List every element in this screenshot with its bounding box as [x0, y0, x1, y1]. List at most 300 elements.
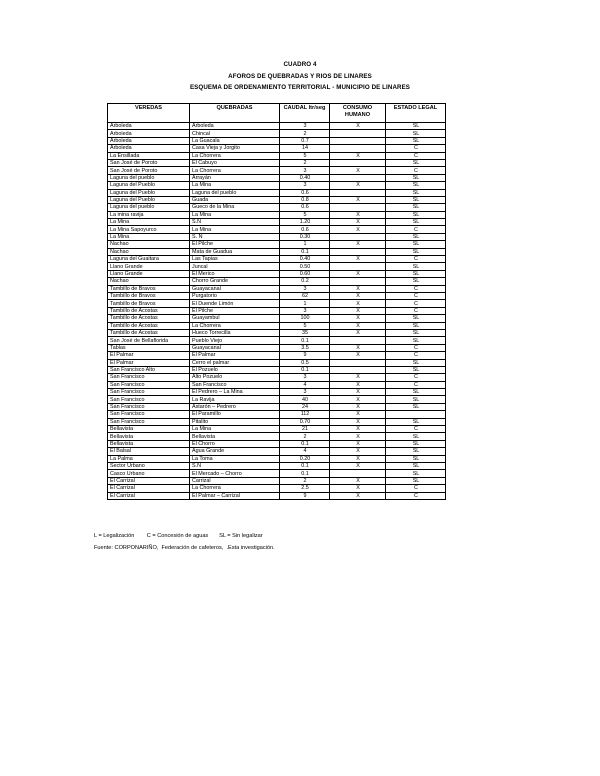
cell-caudal: 2.5: [280, 485, 330, 492]
cell-estado: SL: [386, 263, 446, 270]
cell-vereda: Bellavista: [108, 426, 190, 433]
cell-vereda: San Francisco: [108, 403, 190, 410]
cell-consumo: X: [330, 285, 386, 292]
cell-estado: SL: [386, 470, 446, 477]
table-row: [108, 322, 446, 329]
cell-quebrada: Arboleda: [190, 123, 280, 130]
cell-estado: C: [386, 285, 446, 292]
cell-consumo: X: [330, 270, 386, 277]
cell-caudal: 3: [280, 182, 330, 189]
table-row: [108, 270, 446, 277]
cell-estado: SL: [386, 329, 446, 336]
table-row: [108, 389, 446, 396]
cell-quebrada: Agua Grande: [190, 448, 280, 455]
table-row: [108, 196, 446, 203]
table-row: [108, 123, 446, 130]
table-row: [108, 307, 446, 314]
table-titles: [0, 59, 600, 94]
cell-quebrada: La Ravija: [190, 396, 280, 403]
cell-estado: SL: [386, 248, 446, 255]
cell-estado: C: [386, 426, 446, 433]
cell-caudal: 0.30: [280, 233, 330, 240]
cell-quebrada: El Pilche: [190, 241, 280, 248]
cell-consumo: X: [330, 241, 386, 248]
cell-quebrada: La Mina: [190, 211, 280, 218]
cell-caudal: 0.1: [280, 462, 330, 469]
cell-consumo: [330, 337, 386, 344]
table-row: [108, 381, 446, 388]
table-row: [108, 403, 446, 410]
table-row: [108, 426, 446, 433]
table-row: [108, 285, 446, 292]
cell-estado: SL: [386, 189, 446, 196]
cell-vereda: Tambillo de Acostas: [108, 329, 190, 336]
cell-quebrada: San Francisco: [190, 381, 280, 388]
cell-quebrada: Guayacanal: [190, 344, 280, 351]
cell-consumo: X: [330, 196, 386, 203]
cell-consumo: X: [330, 256, 386, 263]
table-row: [108, 344, 446, 351]
cell-consumo: [330, 137, 386, 144]
cell-vereda: El Carrizal: [108, 492, 190, 499]
source-note: Fuente: CORPONARIÑO, Federación de cafeteros, .Esta investigación.: [94, 545, 275, 551]
cell-caudal: 0.20: [280, 455, 330, 462]
cell-quebrada: Bellavista: [190, 433, 280, 440]
cell-estado: SL: [386, 137, 446, 144]
table-row: [108, 159, 446, 166]
table-row: [108, 137, 446, 144]
cell-quebrada: El Mercado – Chorro: [190, 470, 280, 477]
cell-consumo: [330, 145, 386, 152]
cell-quebrada: El Pedrero – La Mina: [190, 389, 280, 396]
table-row: [108, 292, 446, 299]
cell-consumo: [330, 204, 386, 211]
cell-estado: C: [386, 381, 446, 388]
table-row: [108, 241, 446, 248]
cell-quebrada: Carrizal: [190, 477, 280, 484]
cell-vereda: La Ensillada: [108, 152, 190, 159]
cell-vereda: San Francisco Alto: [108, 366, 190, 373]
cell-caudal: 0.7: [280, 137, 330, 144]
table-row: [108, 315, 446, 322]
cell-caudal: 3: [280, 307, 330, 314]
cell-quebrada: Casa Vieja y Jorgito: [190, 145, 280, 152]
cell-estado: SL: [386, 219, 446, 226]
cell-vereda: San Francisco: [108, 411, 190, 418]
cell-vereda: Nachao: [108, 248, 190, 255]
cell-caudal: 4: [280, 381, 330, 388]
table-row: [108, 485, 446, 492]
table-row: [108, 226, 446, 233]
cell-consumo: X: [330, 426, 386, 433]
cell-consumo: X: [330, 182, 386, 189]
cell-consumo: X: [330, 344, 386, 351]
table-row: [108, 278, 446, 285]
cell-vereda: La Mina Sapoyurco: [108, 226, 190, 233]
cell-quebrada: S.N: [190, 219, 280, 226]
cell-quebrada: S.N: [190, 462, 280, 469]
cell-estado: C: [386, 374, 446, 381]
cell-consumo: X: [330, 440, 386, 447]
cell-quebrada: El Pozuelo: [190, 366, 280, 373]
cell-caudal: 0.6: [280, 204, 330, 211]
cell-consumo: [330, 130, 386, 137]
cell-vereda: Laguna del Pueblo: [108, 182, 190, 189]
cell-estado: C: [386, 145, 446, 152]
cell-caudal: 0.50: [280, 263, 330, 270]
cell-estado: C: [386, 485, 446, 492]
cell-caudal: 100: [280, 315, 330, 322]
cell-caudal: 3.5: [280, 344, 330, 351]
cell-vereda: Llano Grande: [108, 263, 190, 270]
cell-estado: C: [386, 352, 446, 359]
cell-quebrada: Pitalito: [190, 418, 280, 425]
cell-vereda: La mina ravija: [108, 211, 190, 218]
cell-estado: SL: [386, 123, 446, 130]
table-row: [108, 374, 446, 381]
cell-caudal: 3: [280, 285, 330, 292]
cell-quebrada: La Chorrera: [190, 322, 280, 329]
cell-consumo: [330, 159, 386, 166]
cell-consumo: X: [330, 389, 386, 396]
cell-quebrada: Purgatorio: [190, 292, 280, 299]
table-row: [108, 263, 446, 270]
cell-caudal: 9: [280, 492, 330, 499]
cell-estado: SL: [386, 455, 446, 462]
cell-estado: C: [386, 300, 446, 307]
cell-estado: SL: [386, 359, 446, 366]
table-number: CUADRO 4: [283, 61, 317, 68]
cell-estado: SL: [386, 204, 446, 211]
cell-caudal: 0.1: [280, 366, 330, 373]
cell-caudal: 5: [280, 322, 330, 329]
cell-vereda: La Mina: [108, 219, 190, 226]
cell-quebrada: Alto Pozuelo: [190, 374, 280, 381]
table-row: [108, 477, 446, 484]
header-veredas: VEREDAS: [108, 104, 190, 123]
cell-vereda: Bellavista: [108, 440, 190, 447]
cell-quebrada: Laguna del pueblo: [190, 189, 280, 196]
cell-consumo: [330, 189, 386, 196]
cell-consumo: X: [330, 322, 386, 329]
legend: L = Legalización C = Concesión de aguas SL = Sin legalizar: [94, 533, 263, 539]
cell-quebrada: Pueblo Viejo: [190, 337, 280, 344]
cell-vereda: El Carrizal: [108, 477, 190, 484]
cell-consumo: X: [330, 477, 386, 484]
cell-consumo: X: [330, 219, 386, 226]
cell-quebrada: El Duende Limón: [190, 300, 280, 307]
cell-caudal: 5: [280, 152, 330, 159]
cell-vereda: San Francisco: [108, 389, 190, 396]
cell-estado: SL: [386, 270, 446, 277]
cell-caudal: 2: [280, 433, 330, 440]
cell-quebrada: El Chorro: [190, 440, 280, 447]
cell-estado: SL: [386, 315, 446, 322]
table-row: [108, 492, 446, 499]
cell-vereda: Llano Grande: [108, 270, 190, 277]
cell-vereda: Laguna del Guaitara: [108, 256, 190, 263]
cell-vereda: Bellavista: [108, 433, 190, 440]
cell-consumo: [330, 248, 386, 255]
table-row: [108, 211, 446, 218]
cell-vereda: San Francisco: [108, 381, 190, 388]
cell-consumo: [330, 366, 386, 373]
cell-consumo: X: [330, 418, 386, 425]
cell-quebrada: Gueco de la Mina: [190, 204, 280, 211]
cell-quebrada: La Toma: [190, 455, 280, 462]
cell-quebrada: La Mina: [190, 226, 280, 233]
cell-estado: SL: [386, 241, 446, 248]
table-row: [108, 418, 446, 425]
cell-quebrada: El Paramillo: [190, 411, 280, 418]
table-body: [108, 123, 446, 500]
cell-quebrada: Chincal: [190, 130, 280, 137]
cell-quebrada: La Chorrera: [190, 152, 280, 159]
cell-caudal: 1: [280, 300, 330, 307]
header-caudal: CAUDAL ltr/seg: [280, 104, 330, 123]
cell-estado: C: [386, 307, 446, 314]
cell-vereda: Tambillo de Bravos: [108, 285, 190, 292]
cell-estado: SL: [386, 322, 446, 329]
cell-caudal: 35: [280, 329, 330, 336]
cell-vereda: La Mina: [108, 233, 190, 240]
cell-caudal: 1: [280, 241, 330, 248]
table-row: [108, 248, 446, 255]
cell-estado: SL: [386, 396, 446, 403]
header-quebradas: QUEBRADAS: [190, 104, 280, 123]
table-row: [108, 396, 446, 403]
cell-estado: SL: [386, 159, 446, 166]
cell-vereda: Tablas: [108, 344, 190, 351]
aforos-table: [107, 103, 446, 500]
cell-consumo: X: [330, 374, 386, 381]
cell-estado: C: [386, 292, 446, 299]
table-row: [108, 366, 446, 373]
cell-vereda: Tambillo de Acostas: [108, 307, 190, 314]
cell-consumo: X: [330, 485, 386, 492]
cell-quebrada: La Guacala: [190, 137, 280, 144]
cell-quebrada: El Pilche: [190, 307, 280, 314]
cell-vereda: Laguna del Pueblo: [108, 196, 190, 203]
cell-estado: C: [386, 167, 446, 174]
cell-caudal: 21: [280, 426, 330, 433]
cell-consumo: X: [330, 211, 386, 218]
cell-caudal: 4: [280, 448, 330, 455]
table-row: [108, 455, 446, 462]
cell-consumo: X: [330, 381, 386, 388]
cell-vereda: Tambillo de Acostas: [108, 322, 190, 329]
cell-quebrada: Guayacanal: [190, 285, 280, 292]
cell-quebrada: Arrayán: [190, 174, 280, 181]
cell-vereda: San Francisco: [108, 396, 190, 403]
cell-quebrada: La Mina: [190, 426, 280, 433]
cell-vereda: Casco Urbano: [108, 470, 190, 477]
table-row: [108, 300, 446, 307]
cell-caudal: 5: [280, 211, 330, 218]
cell-quebrada: Las Tapias: [190, 256, 280, 263]
cell-vereda: Arboleda: [108, 137, 190, 144]
cell-quebrada: Mata de Guadua: [190, 248, 280, 255]
cell-estado: SL: [386, 389, 446, 396]
cell-vereda: San José de Bellaflorida: [108, 337, 190, 344]
cell-vereda: El Balsal: [108, 448, 190, 455]
cell-estado: SL: [386, 196, 446, 203]
table-row: [108, 470, 446, 477]
cell-caudal: 0.1: [280, 440, 330, 447]
cell-estado: SL: [386, 440, 446, 447]
cell-caudal: 9: [280, 352, 330, 359]
cell-caudal: 0.8: [280, 196, 330, 203]
cell-quebrada: Cerro el palmar: [190, 359, 280, 366]
cell-quebrada: El Merico: [190, 270, 280, 277]
table-row: [108, 411, 446, 418]
table-row: [108, 167, 446, 174]
cell-caudal: 3: [280, 167, 330, 174]
table-row: [108, 219, 446, 226]
cell-consumo: X: [330, 396, 386, 403]
cell-consumo: X: [330, 403, 386, 410]
cell-quebrada: El Palmar: [190, 352, 280, 359]
cell-estado: SL: [386, 462, 446, 469]
cell-vereda: San José de Poroto: [108, 167, 190, 174]
cell-estado: C: [386, 344, 446, 351]
table-row: [108, 182, 446, 189]
cell-caudal: 3: [280, 374, 330, 381]
cell-consumo: [330, 359, 386, 366]
cell-consumo: X: [330, 123, 386, 130]
cell-caudal: 0.2: [280, 278, 330, 285]
cell-estado: SL: [386, 130, 446, 137]
cell-consumo: X: [330, 300, 386, 307]
cell-consumo: X: [330, 492, 386, 499]
cell-vereda: Arboleda: [108, 145, 190, 152]
cell-consumo: X: [330, 292, 386, 299]
cell-estado: SL: [386, 174, 446, 181]
cell-vereda: Nachao: [108, 278, 190, 285]
cell-estado: SL: [386, 418, 446, 425]
cell-vereda: Sector Urbano: [108, 462, 190, 469]
table-title: AFOROS DE QUEBRADAS Y RIOS DE LINARES: [228, 72, 372, 80]
cell-caudal: 62: [280, 292, 330, 299]
table-row: [108, 337, 446, 344]
cell-caudal: 0.40: [280, 174, 330, 181]
cell-consumo: [330, 174, 386, 181]
cell-vereda: Arboleda: [108, 123, 190, 130]
cell-vereda: Laguna del Pueblo: [108, 189, 190, 196]
cell-quebrada: El Palmar – Carrizal: [190, 492, 280, 499]
cell-caudal: 40: [280, 396, 330, 403]
cell-vereda: San Francisco: [108, 418, 190, 425]
table-row: [108, 233, 446, 240]
cell-caudal: 14: [280, 145, 330, 152]
cell-quebrada: El Cabuyo: [190, 159, 280, 166]
cell-estado: SL: [386, 182, 446, 189]
cell-consumo: [330, 278, 386, 285]
cell-estado: SL: [386, 337, 446, 344]
cell-caudal: 0.1: [280, 470, 330, 477]
cell-consumo: X: [330, 329, 386, 336]
table-row: [108, 352, 446, 359]
cell-consumo: X: [330, 455, 386, 462]
header-estado-legal: ESTADO LEGAL: [386, 104, 446, 123]
cell-caudal: 2: [280, 130, 330, 137]
cell-quebrada: Hueco Torrecilla: [190, 329, 280, 336]
cell-caudal: 112: [280, 411, 330, 418]
table-row: [108, 462, 446, 469]
cell-consumo: X: [330, 315, 386, 322]
cell-consumo: X: [330, 152, 386, 159]
cell-consumo: X: [330, 433, 386, 440]
cell-caudal: 3: [280, 389, 330, 396]
table-row: [108, 189, 446, 196]
cell-vereda: El Carrizal: [108, 485, 190, 492]
cell-caudal: 0.6: [280, 189, 330, 196]
cell-caudal: 0.6: [280, 226, 330, 233]
cell-estado: SL: [386, 477, 446, 484]
cell-estado: C: [386, 226, 446, 233]
cell-quebrada: Guayambul: [190, 315, 280, 322]
cell-consumo: [330, 233, 386, 240]
cell-vereda: Arboleda: [108, 130, 190, 137]
cell-vereda: San Francisco: [108, 374, 190, 381]
cell-vereda: Tambillo de Acostas: [108, 315, 190, 322]
cell-quebrada: Juncal: [190, 263, 280, 270]
cell-vereda: Nachao: [108, 241, 190, 248]
cell-vereda: Tambillo de Bravos: [108, 300, 190, 307]
cell-estado: SL: [386, 448, 446, 455]
cell-consumo: [330, 263, 386, 270]
cell-estado: SL: [386, 403, 446, 410]
cell-quebrada: Chorro Grande: [190, 278, 280, 285]
cell-consumo: X: [330, 167, 386, 174]
cell-caudal: 0.40: [280, 256, 330, 263]
cell-caudal: 2: [280, 159, 330, 166]
cell-estado: C: [386, 492, 446, 499]
table-row: [108, 448, 446, 455]
cell-estado: SL: [386, 278, 446, 285]
cell-vereda: San José de Poroto: [108, 159, 190, 166]
cell-consumo: [330, 470, 386, 477]
table-row: [108, 145, 446, 152]
cell-estado: SL: [386, 366, 446, 373]
table-row: [108, 433, 446, 440]
cell-quebrada: Astarón – Pedrero: [190, 403, 280, 410]
cell-quebrada: S. N: [190, 233, 280, 240]
cell-caudal: 0.5: [280, 359, 330, 366]
cell-consumo: X: [330, 448, 386, 455]
cell-estado: [386, 411, 446, 418]
cell-vereda: El Palmar: [108, 359, 190, 366]
cell-vereda: Tambillo de Bravos: [108, 292, 190, 299]
table-row: [108, 174, 446, 181]
table-row: [108, 256, 446, 263]
table-subtitle: ESQUEMA DE ORDENAMIENTO TERRITORIAL - MUNICIPIO DE LINARES: [189, 84, 411, 91]
cell-estado: SL: [386, 433, 446, 440]
cell-consumo: X: [330, 411, 386, 418]
cell-quebrada: La Chorrera: [190, 167, 280, 174]
table-row: [108, 130, 446, 137]
table-row: [108, 440, 446, 447]
cell-caudal: 1.20: [280, 219, 330, 226]
table-row: [108, 329, 446, 336]
cell-estado: SL: [386, 211, 446, 218]
cell-consumo: X: [330, 462, 386, 469]
cell-vereda: Laguna del pueblo: [108, 204, 190, 211]
cell-quebrada: Guada: [190, 196, 280, 203]
cell-estado: SL: [386, 233, 446, 240]
cell-vereda: Laguna del pueblo: [108, 174, 190, 181]
cell-estado: C: [386, 256, 446, 263]
